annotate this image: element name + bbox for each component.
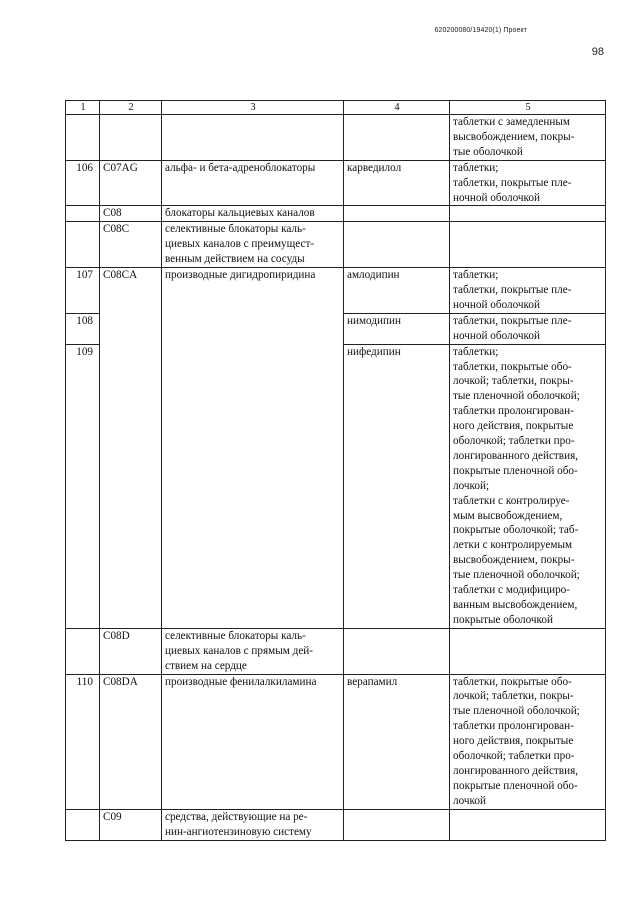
dosage-forms: таблетки с замедленным высвобождением, покры- тые оболочкой [450,115,606,161]
drug-name [344,809,450,840]
atc-code: C08C [100,222,162,268]
document-code: 620200080/19420(1) Проект [434,27,527,34]
column-number: 4 [344,101,450,115]
atc-group [162,115,344,161]
drug-name: верапамил [344,674,450,809]
atc-group: блокаторы кальциевых каналов [162,206,344,222]
table-row [66,809,606,840]
table-row [66,268,606,314]
table-row [66,160,606,206]
medicines-table [65,100,606,841]
drug-name: нифедипин [344,344,450,628]
row-number [66,206,100,222]
table-row [66,628,606,674]
row-number [66,809,100,840]
drug-name [344,628,450,674]
atc-code: C08 [100,206,162,222]
table-row [66,674,606,809]
column-number: 1 [66,101,100,115]
table-row [66,115,606,161]
dosage-forms: таблетки; таблетки, покрытые пле- ночной оболочкой [450,160,606,206]
drug-name [344,222,450,268]
drug-name [344,206,450,222]
dosage-forms [450,628,606,674]
atc-group: селективные блокаторы каль- циевых каналов с прямым дей- ствием на сердце [162,628,344,674]
column-number: 3 [162,101,344,115]
drug-name: нимодипин [344,313,450,344]
row-number [66,628,100,674]
drug-name: амлодипин [344,268,450,314]
column-number: 5 [450,101,606,115]
row-number [66,222,100,268]
dosage-forms [450,809,606,840]
dosage-forms [450,206,606,222]
page-number: 98 [591,46,604,58]
atc-code: C08CA [100,268,162,629]
dosage-forms: таблетки, покрытые обо- лочкой; таблетки, покры- тые пленочной оболочкой; таблетки пролонгирован- ного действия, покрытые оболочкой; таблетки про- лонгированного действия, покрытые пленочной обо- лочкой [450,674,606,809]
atc-group: производные фенилалкиламина [162,674,344,809]
atc-group: средства, действующие на ре- нин-ангиотензиновую систему [162,809,344,840]
atc-code [100,115,162,161]
row-number [66,115,100,161]
atc-group: производные дигидропиридина [162,268,344,629]
column-number-row [66,101,606,115]
atc-code: C09 [100,809,162,840]
row-number: 110 [66,674,100,809]
dosage-forms: таблетки, покрытые пле- ночной оболочкой [450,313,606,344]
row-number: 109 [66,344,100,628]
atc-code: C08DA [100,674,162,809]
column-number: 2 [100,101,162,115]
dosage-forms: таблетки; таблетки, покрытые обо- лочкой; таблетки, покры- тые пленочной оболочкой; таблетки пролонгирован- ного действия, покрытые оболочкой; таблетки про- лонгированного действия, покрытые пленочной обо- лочкой; таблетки с контролируе- мым высвобождением, покрытые оболочкой; таб- летки с контролируемым высвобождением, покры- тые пленочной оболочкой; таблетки с модифициро- ванным высвобождением, покрытые оболочкой [450,344,606,628]
atc-group: селективные блокаторы каль- циевых каналов с преимущест- венным действием на сосуды [162,222,344,268]
dosage-forms: таблетки; таблетки, покрытые пле- ночной оболочкой [450,268,606,314]
drug-name [344,115,450,161]
atc-code: C07AG [100,160,162,206]
table-row [66,206,606,222]
drug-name: карведилол [344,160,450,206]
row-number: 106 [66,160,100,206]
row-number: 107 [66,268,100,314]
table-row [66,222,606,268]
atc-code: C08D [100,628,162,674]
atc-group: альфа- и бета-адреноблокаторы [162,160,344,206]
dosage-forms [450,222,606,268]
row-number: 108 [66,313,100,344]
